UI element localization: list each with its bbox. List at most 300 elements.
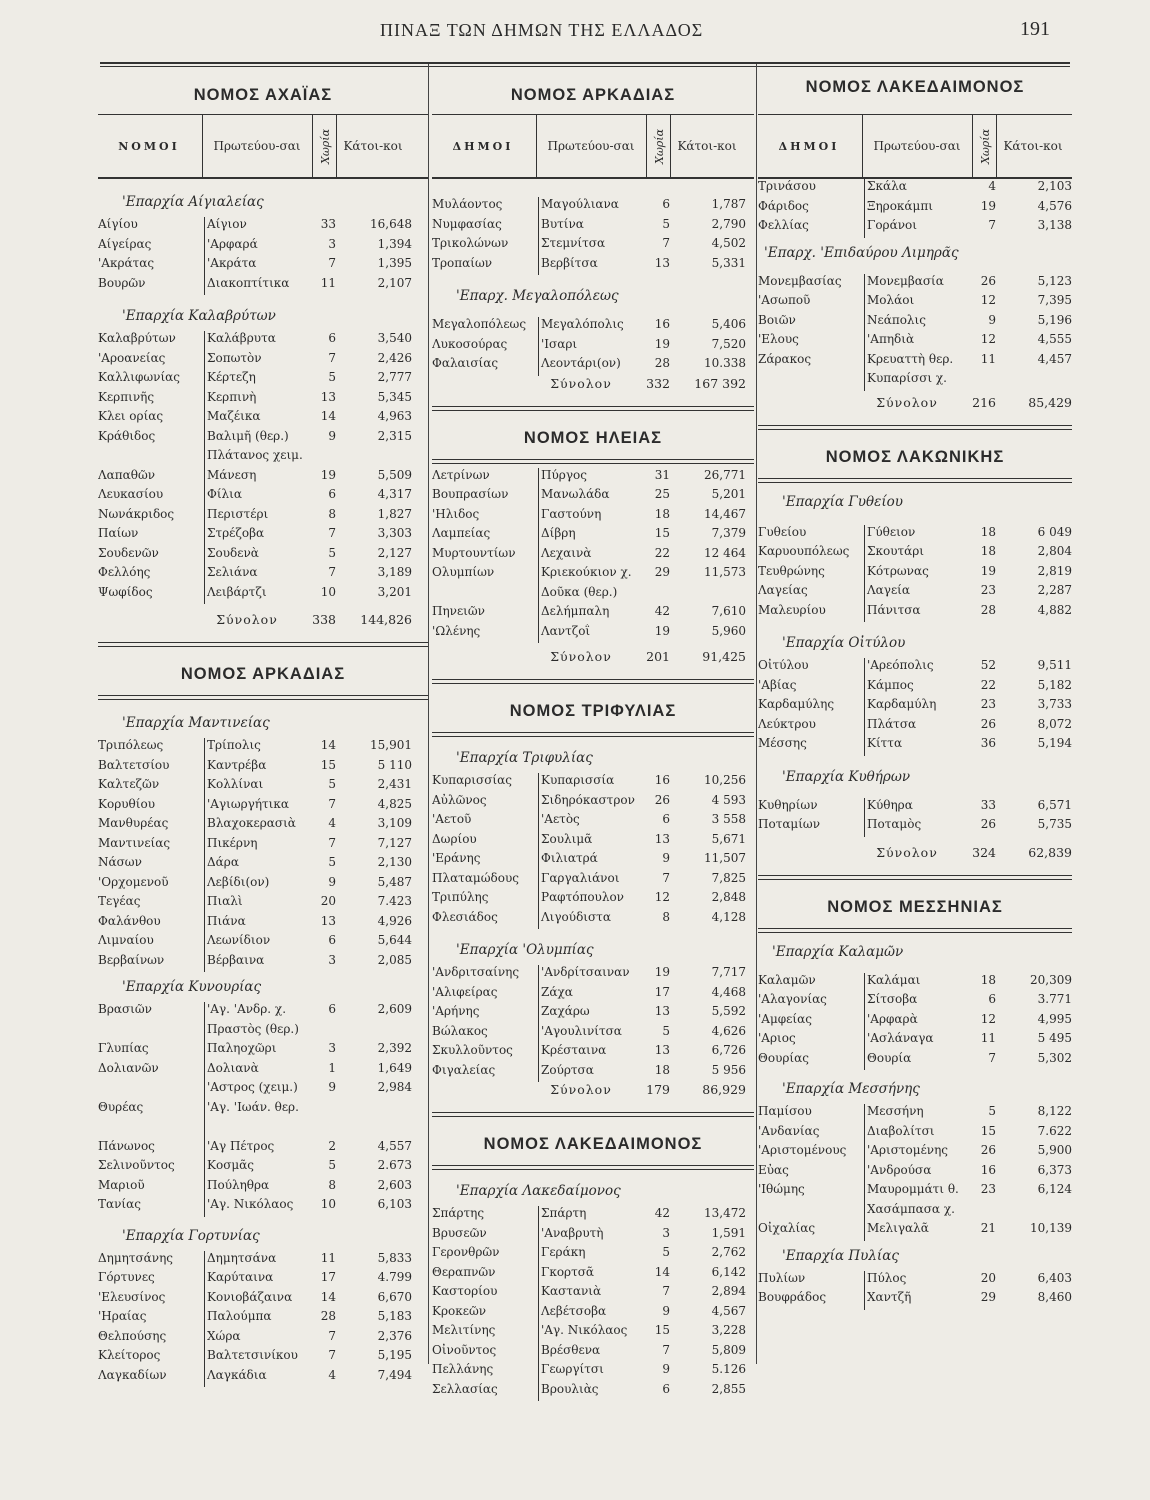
section-title: ΝΟΜΟΣ ΑΧΑΪΑΣ	[193, 86, 333, 104]
table-row	[758, 658, 1072, 678]
header-population: Κάτοι-κοι	[1003, 138, 1063, 153]
villages-count: 9	[662, 1362, 670, 1376]
villages-count: 18	[980, 524, 996, 539]
province-title: 'Επαρχία Κυθήρων	[782, 768, 911, 785]
table-row	[98, 1309, 428, 1329]
header-population: Κάτοι-κοι	[343, 138, 403, 153]
deme-name: Βοιῶν	[758, 312, 796, 327]
villages-count: 23	[980, 583, 996, 597]
villages-count: 5	[328, 1158, 336, 1172]
table-row	[98, 797, 428, 817]
deme-name: Αὐλῶνος	[432, 792, 487, 807]
deme-name: Μαντινείας	[98, 835, 171, 850]
capital-name: Δελήμπαλη	[538, 604, 651, 624]
capital-name: Στεμνίτσα	[538, 236, 651, 256]
table-row	[98, 331, 428, 351]
villages-count: 19	[654, 623, 670, 638]
province-title: 'Επαρχία Μεσσήνης	[782, 1081, 920, 1097]
population-count: 5,644	[377, 933, 412, 947]
table-row	[758, 313, 1072, 333]
villages-count: 23	[980, 1182, 996, 1196]
table-row	[758, 1143, 1072, 1163]
population-count: 1,649	[377, 1060, 412, 1075]
capital-name: Κέρτεζη	[204, 370, 317, 390]
deme-name: 'Αβίας	[758, 677, 797, 692]
villages-count: 11	[980, 351, 996, 366]
table-row	[98, 1061, 428, 1081]
table-row	[758, 218, 1072, 238]
population-count: 6,403	[1037, 1270, 1072, 1285]
deme-name: Λαγκαδίων	[98, 1367, 167, 1382]
population-count: 10.338	[704, 356, 746, 370]
capital-name: Κότρωνας	[864, 564, 977, 584]
deme-name: Καρυουπόλεως	[758, 544, 850, 558]
table-row	[758, 973, 1072, 993]
header-population: Κάτοι-κοι	[677, 138, 737, 153]
deme-name: Θελπούσης	[98, 1328, 167, 1343]
population-count: 7.622	[1037, 1123, 1072, 1138]
capital-name: 'Αγιωργήτικα	[204, 797, 317, 817]
table-row	[758, 583, 1072, 603]
deme-name: Φαλαισίας	[432, 356, 499, 370]
section-rule	[758, 478, 1072, 483]
population-count: 4,567	[711, 1303, 746, 1318]
deme-name: Αίγίου	[98, 217, 138, 231]
capital-name: Καντρέβα	[204, 758, 317, 778]
population-count: 4,576	[1037, 198, 1072, 213]
table-row	[758, 717, 1072, 737]
deme-name: Βώλακος	[432, 1023, 488, 1038]
villages-count: 19	[654, 965, 670, 979]
deme-name: Λεύκτρου	[758, 716, 816, 731]
deme-name: Οἰτύλου	[758, 658, 809, 672]
capital-name: Διαβολίτσι	[864, 1124, 977, 1144]
province-title: 'Επαρχία Γυθείου	[782, 493, 903, 510]
province-title: 'Επαρχία Λακεδαίμονος	[456, 1183, 621, 1199]
population-count: 5,960	[711, 623, 746, 638]
capital-name: 'Αρφαρὰ	[864, 1012, 977, 1032]
table-row	[432, 197, 754, 217]
capital-name: Ξηροκάμπι	[864, 199, 977, 219]
table-body	[758, 1271, 1072, 1310]
population-count: 6,142	[711, 1264, 746, 1279]
capital-name: 'Ακράτα	[204, 256, 317, 276]
capital-name: Δημητσάνα	[204, 1251, 317, 1271]
header-capital: Πρωτεύου-σαι	[873, 138, 961, 153]
villages-count: 26	[980, 1143, 996, 1157]
table-row	[758, 1163, 1072, 1183]
population-count: 13,472	[704, 1206, 746, 1220]
population-count: 5,406	[711, 317, 746, 331]
table-row	[432, 890, 754, 910]
villages-count: 17	[320, 1270, 336, 1284]
villages-count: 42	[654, 1206, 670, 1220]
population-count: 7,395	[1037, 293, 1072, 307]
table-row	[758, 1051, 1072, 1071]
villages-count: 11	[320, 1250, 336, 1265]
villages-count: 26	[980, 273, 996, 288]
deme-name: Πυλίων	[758, 1270, 806, 1285]
province-title: 'Επαρχία Μαντινείας	[122, 715, 270, 731]
table-row	[98, 953, 428, 973]
table-row	[98, 468, 428, 488]
total-label: Σύνολον	[550, 375, 612, 391]
capital-name: Λεβέτσοβα	[538, 1304, 651, 1324]
table-row	[98, 738, 428, 758]
population-count: 4,457	[1037, 351, 1072, 366]
deme-name: Ζάρακος	[758, 351, 812, 366]
table-row	[758, 1221, 1072, 1241]
table-row	[758, 736, 1072, 756]
table-row	[432, 1304, 754, 1324]
villages-count: 6	[328, 487, 336, 501]
population-count: 10,139	[1030, 1221, 1072, 1235]
villages-count: 21	[980, 1221, 996, 1235]
province-title: 'Επαρχία Καλαβρύτων	[122, 308, 276, 324]
table-body	[758, 658, 1072, 756]
villages-count: 13	[654, 831, 670, 846]
capital-name: Κυπαρισσία	[538, 773, 651, 793]
population-count: 2.673	[377, 1158, 412, 1172]
deme-name: Φελλίας	[758, 218, 809, 232]
table-row	[432, 604, 754, 624]
villages-count: 23	[980, 697, 996, 711]
column-middle	[432, 64, 754, 1401]
deme-name: Νωνάκριδος	[98, 506, 175, 521]
table-row	[98, 487, 428, 507]
population-count: 6,571	[1037, 797, 1072, 812]
total-row	[758, 395, 1072, 419]
table-row	[432, 526, 754, 546]
table-body	[98, 1251, 428, 1388]
capital-name: 'Αρφαρά	[204, 237, 317, 257]
deme-name: Μελιτίνης	[432, 1323, 496, 1337]
deme-name: Παίων	[98, 526, 139, 540]
population-count: 4,825	[377, 796, 412, 811]
population-count: 4,317	[377, 487, 412, 501]
capital-name: Διακοπτίτικα	[204, 276, 317, 296]
deme-name: Καλτεζῶν	[98, 777, 160, 791]
total-villages: 179	[646, 1082, 670, 1097]
capital-name: Τρίπολις	[204, 738, 317, 758]
capital-name: Χαντζῆ	[864, 1290, 977, 1310]
table-row	[432, 236, 754, 256]
deme-name: Πελλάνης	[432, 1362, 494, 1376]
population-count: 1,591	[711, 1225, 746, 1240]
capital-name: Καστανιὰ	[538, 1284, 651, 1304]
table-row	[98, 855, 428, 875]
deme-name: Κλείτορος	[98, 1348, 161, 1362]
province-title: 'Επαρχία Αίγιαλείας	[122, 194, 264, 210]
deme-name: Λευκασίου	[98, 487, 164, 501]
population-count: 20,309	[1030, 972, 1072, 987]
province-title: 'Επαρχία 'Ολυμπίας	[456, 942, 594, 958]
table-row	[98, 409, 428, 429]
population-count: 2,315	[377, 428, 412, 443]
deme-name: Γερονθρῶν	[432, 1245, 500, 1259]
villages-count: 15	[654, 526, 670, 540]
population-count: 2,376	[377, 1328, 412, 1343]
population-count: 3,540	[377, 331, 412, 345]
population-count: 5,302	[1037, 1050, 1072, 1065]
villages-count: 25	[654, 487, 670, 501]
capital-name: Μαυρομμάτι θ.	[864, 1182, 977, 1202]
villages-count: 14	[320, 738, 336, 752]
deme-name: 'Αροανείας	[98, 350, 166, 365]
villages-count: 7	[328, 565, 336, 579]
population-count: 4,502	[711, 236, 746, 250]
total-label: Σύνολον	[876, 844, 938, 860]
capital-name: Βαλιμῆ (θερ.)	[204, 429, 317, 449]
capital-name: Κίττα	[864, 736, 977, 756]
table-row	[432, 1343, 754, 1363]
villages-count: 5	[328, 545, 336, 560]
villages-count: 11	[320, 275, 336, 290]
deme-name: Οἰχαλίας	[758, 1221, 816, 1235]
section-rule	[98, 642, 428, 647]
table-row	[432, 1206, 754, 1226]
villages-count: 16	[980, 1162, 996, 1177]
deme-name: Σελλασίας	[432, 1381, 498, 1396]
villages-count: 5	[328, 370, 336, 384]
population-count: 2,819	[1037, 563, 1072, 578]
population-count: 2,790	[711, 216, 746, 231]
total-villages: 201	[646, 649, 670, 664]
table-row	[98, 1270, 428, 1290]
capital-name: 'Αγ. 'Ιωάν. θερ.	[204, 1100, 317, 1120]
villages-count: 13	[320, 913, 336, 928]
table-row	[758, 1012, 1072, 1032]
capital-name: Σοπωτὸν	[204, 351, 317, 371]
table-row	[758, 1031, 1072, 1051]
section-rule	[758, 875, 1072, 880]
table-row	[432, 337, 754, 357]
header-capital: Πρωτεύου-σαι	[547, 138, 635, 153]
population-count: 6,726	[711, 1043, 746, 1057]
capital-name: Κοσμᾶς	[204, 1158, 317, 1178]
villages-count: 6	[662, 1381, 670, 1396]
capital-name: Σίτσοβα	[864, 992, 977, 1012]
villages-count: 7	[328, 1348, 336, 1362]
table-header	[98, 114, 428, 179]
province-title: 'Επαρχ. 'Επιδαύρου Λιμηρᾶς	[764, 244, 959, 261]
deme-name: Λαπαθῶν	[98, 467, 156, 482]
villages-count: 5	[662, 216, 670, 231]
villages-count: 22	[980, 677, 996, 692]
table-row	[432, 851, 754, 871]
capital-name: Μεσσήνη	[864, 1104, 977, 1124]
capital-name: Καλάβρυτα	[204, 331, 317, 351]
villages-count: 31	[654, 467, 670, 482]
capital-name: Κριεκούκιον χ.	[538, 565, 651, 585]
table-row	[432, 1382, 754, 1402]
table-row	[432, 1024, 754, 1044]
population-count: 2,762	[711, 1245, 746, 1259]
capital-name: 'Ανδρούσα	[864, 1163, 977, 1183]
total-population: 144,826	[360, 612, 412, 627]
population-count: 4,882	[1037, 602, 1072, 617]
deme-name: Πηνειῶν	[432, 604, 485, 618]
population-count: 11,507	[704, 851, 746, 865]
deme-name: 'Αρήνης	[432, 1004, 480, 1018]
table-row	[758, 1182, 1072, 1202]
population-count: 5,345	[377, 389, 412, 404]
population-count: 5,195	[377, 1348, 412, 1362]
deme-name: Ολυμπίων	[432, 565, 495, 579]
capital-name: 'Ανδρίτσαιναν	[538, 965, 651, 985]
population-count: 4,128	[711, 909, 746, 924]
table-row	[98, 1329, 428, 1349]
villages-count: 19	[654, 336, 670, 351]
population-count: 3,109	[377, 816, 412, 830]
total-population: 85,429	[1028, 394, 1072, 410]
population-count: 1,787	[711, 197, 746, 211]
villages-count: 15	[654, 1323, 670, 1337]
villages-count: 12	[654, 890, 670, 904]
table-row	[98, 1100, 428, 1120]
villages-count: 13	[320, 389, 336, 404]
total-label: Σύνολον	[550, 649, 612, 664]
population-count: 5,331	[711, 255, 746, 270]
deme-name: Πάνωνος	[98, 1138, 155, 1153]
capital-name: Φιλιατρά	[538, 851, 651, 871]
table-header	[432, 114, 754, 179]
villages-count: 15	[320, 757, 336, 772]
header-dimoi: ΔΗΜΟΙ	[778, 139, 840, 153]
capital-name: Μεγαλόπολις	[538, 317, 651, 337]
table-row	[98, 276, 428, 296]
capital-name: Αίγιον	[204, 217, 317, 237]
capital-name: Μονεμβασία	[864, 274, 977, 294]
villages-count: 6	[328, 331, 336, 345]
section-title: ΝΟΜΟΣ ΑΡΚΑΔΙΑΣ	[180, 665, 346, 683]
table-row	[432, 1362, 754, 1382]
population-count: 4,995	[1037, 1011, 1072, 1026]
table-row	[432, 356, 754, 376]
population-count: 16,648	[370, 217, 412, 231]
table-row	[98, 1197, 428, 1217]
deme-name: 'Εράνης	[432, 851, 481, 865]
villages-count: 12	[980, 293, 996, 307]
table-row	[758, 179, 1072, 199]
population-count: 3.771	[1037, 992, 1072, 1006]
population-count: 3 558	[711, 812, 746, 826]
population-count: 8,122	[1037, 1104, 1072, 1118]
deme-name: Τρινάσου	[758, 179, 816, 193]
table-row	[758, 371, 1072, 391]
capital-name: Δάρα	[204, 855, 317, 875]
deme-name: Βουφράδος	[758, 1290, 827, 1304]
population-count: 5,196	[1037, 312, 1072, 327]
capital-name: Γεράκη	[538, 1245, 651, 1265]
section-title: ΝΟΜΟΣ ΛΑΚΕΔΑΙΜΟΝΟΣ	[805, 78, 1025, 96]
villages-count: 15	[980, 1123, 996, 1138]
deme-name: 'Ακράτας	[98, 256, 155, 270]
population-count: 7.423	[377, 894, 412, 908]
population-count: 3,138	[1037, 218, 1072, 232]
population-count: 5,194	[1037, 736, 1072, 750]
villages-count: 7	[328, 526, 336, 540]
population-count: 4,557	[377, 1138, 412, 1153]
population-count: 26,771	[704, 467, 746, 482]
table-row	[758, 293, 1072, 313]
header-villages: Χωρία	[318, 128, 332, 164]
population-count: 5,487	[377, 874, 412, 889]
table-row	[98, 1158, 428, 1178]
villages-count: 3	[328, 952, 336, 967]
capital-name: Βυτίνα	[538, 217, 651, 237]
deme-name: 'Ηραίας	[98, 1309, 147, 1323]
villages-count: 13	[654, 255, 670, 270]
capital-name: Κολλίναι	[204, 777, 317, 797]
table-row	[758, 697, 1072, 717]
section-title: ΝΟΜΟΣ ΛΑΚΩΝΙΚΗΣ	[825, 447, 1005, 466]
section-title: ΝΟΜΟΣ ΗΛΕΙΑΣ	[523, 428, 663, 447]
capital-name: Μάνεση	[204, 468, 317, 488]
capital-name: Παλούμπα	[204, 1309, 317, 1329]
deme-name: Τανίας	[98, 1197, 141, 1211]
table-row	[432, 812, 754, 832]
deme-name: Τριπόλεως	[98, 738, 164, 752]
total-villages: 324	[972, 844, 996, 860]
deme-name: Τριπύλης	[432, 890, 489, 904]
capital-name: Λαγεία	[864, 583, 977, 603]
deme-name: Φιγαλείας	[432, 1062, 496, 1077]
deme-name: 'Ελους	[758, 332, 799, 346]
table-row	[432, 585, 754, 605]
villages-count: 9	[328, 1080, 336, 1094]
table-row	[98, 585, 428, 605]
deme-name: Σπάρτης	[432, 1206, 485, 1220]
deme-name: Θεραπνῶν	[432, 1264, 496, 1279]
capital-name: Δίβρη	[538, 526, 651, 546]
population-count: 7,610	[711, 604, 746, 618]
population-count: 8,460	[1037, 1290, 1072, 1304]
table-row	[98, 1041, 428, 1061]
capital-name: Ποταμὸς	[864, 817, 977, 837]
deme-name: Φλεσιάδος	[432, 909, 498, 924]
villages-count: 14	[654, 1264, 670, 1279]
table-row	[758, 992, 1072, 1012]
section-rule	[432, 732, 754, 737]
population-count: 2,804	[1037, 544, 1072, 558]
header-villages: Χωρία	[652, 128, 666, 164]
population-count: 5.126	[711, 1362, 746, 1376]
population-count: 7,494	[377, 1367, 412, 1382]
table-row	[758, 1124, 1072, 1144]
population-count: 10,256	[704, 773, 746, 787]
population-count: 8,072	[1037, 716, 1072, 731]
deme-name: Δωρίου	[432, 831, 477, 846]
capital-name: 'Αγ. Νικόλαος	[538, 1323, 651, 1343]
population-count: 7,717	[711, 965, 746, 979]
deme-name: Ποταμίων	[758, 817, 821, 831]
deme-name: Καλαμῶν	[758, 972, 816, 987]
villages-count: 10	[320, 584, 336, 599]
capital-name: 'Αστρος (χειμ.)	[204, 1080, 317, 1100]
villages-count: 14	[320, 1289, 336, 1304]
capital-name: Κρευαττὴ θερ.	[864, 352, 977, 372]
population-count: 6,124	[1037, 1182, 1072, 1196]
deme-name: Τεγέας	[98, 894, 141, 908]
capital-name: Δολιανὰ	[204, 1061, 317, 1081]
capital-name: Σπάρτη	[538, 1206, 651, 1226]
table-row	[98, 565, 428, 585]
villages-count: 16	[654, 773, 670, 787]
capital-name: 'Ασλάναγα	[864, 1031, 977, 1051]
villages-count: 7	[328, 796, 336, 811]
capital-name: Ζούρτσα	[538, 1063, 651, 1083]
